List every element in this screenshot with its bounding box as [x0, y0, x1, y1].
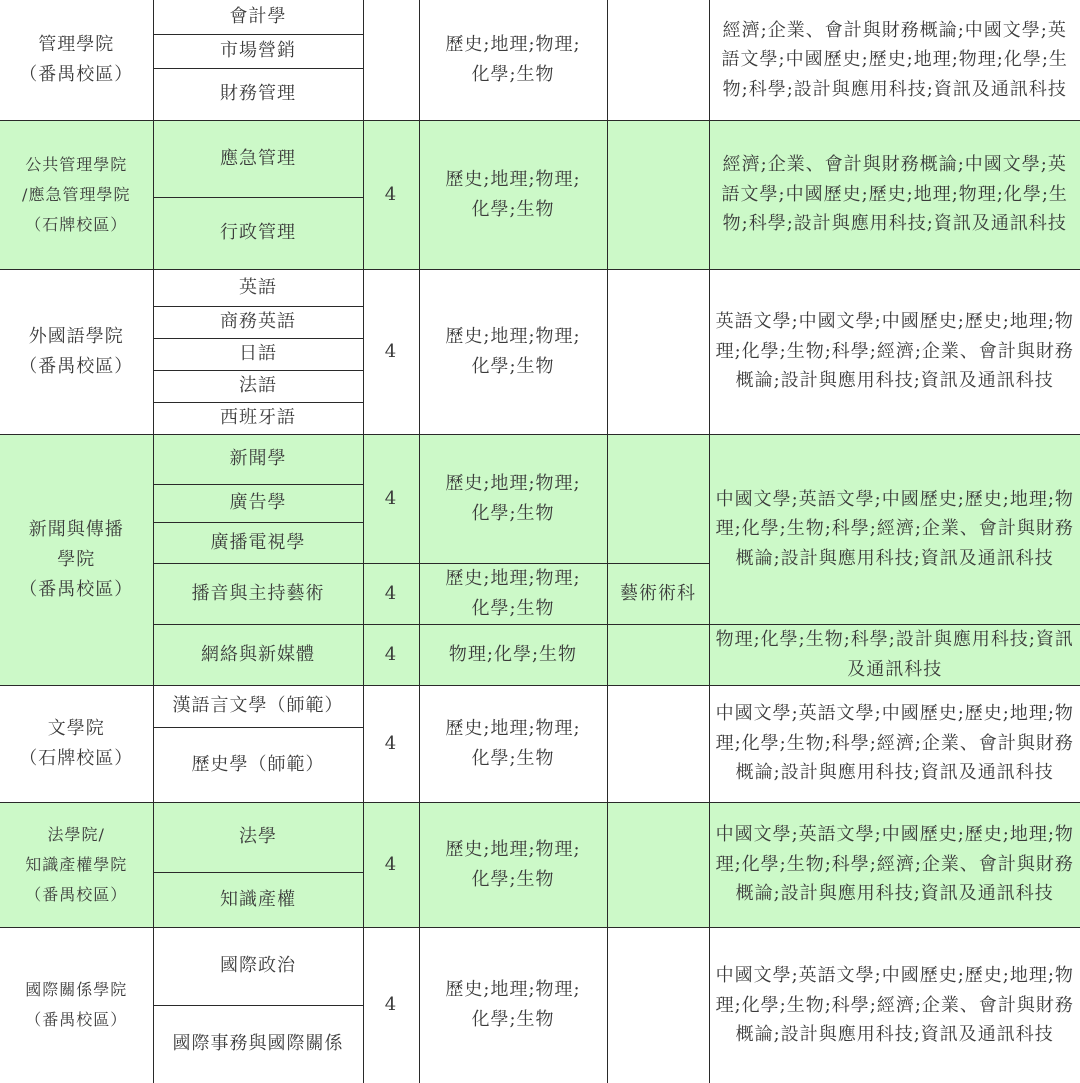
required-subjects-cell: 歷史;地理;物理; 化學;生物 — [419, 120, 607, 269]
college-cell: 國際關係學院 （番禺校區） — [0, 927, 153, 1083]
major-cell: 廣告學 — [153, 484, 363, 522]
major-cell: 漢語言文學（師範） — [153, 685, 363, 727]
college-cell: 法學院/ 知識產權學院 （番禺校區） — [0, 802, 153, 927]
major-cell: 國際政治 — [153, 927, 363, 1005]
years-cell: 4 — [363, 802, 419, 927]
table-row — [0, 802, 1080, 872]
years-cell — [363, 0, 419, 120]
table-row — [0, 624, 1080, 685]
note-cell — [607, 269, 709, 434]
years-cell: 4 — [363, 269, 419, 434]
major-cell: 商務英語 — [153, 306, 363, 338]
major-cell: 應急管理 — [153, 120, 363, 197]
major-cell: 知識產權 — [153, 872, 363, 927]
note-cell — [607, 624, 709, 685]
major-cell: 英語 — [153, 269, 363, 306]
college-cell: 新聞與傳播 學院 （番禺校區） — [0, 434, 153, 685]
years-cell: 4 — [363, 434, 419, 563]
table-row — [0, 685, 1080, 727]
college-cell: 管理學院 （番禺校區） — [0, 0, 153, 120]
table-row — [0, 434, 1080, 484]
college-cell: 外國語學院 （番禺校區） — [0, 269, 153, 434]
major-cell: 法語 — [153, 370, 363, 402]
years-cell: 4 — [363, 927, 419, 1083]
major-cell: 市場營銷 — [153, 34, 363, 68]
recognized-subjects-cell: 中國文學;英語文學;中國歷史;歷史;地理;物理;化學;生物;科學;經濟;企業、會計與財務概論;設計與應用科技;資訊及通訊科技 — [709, 802, 1080, 927]
major-cell: 法學 — [153, 802, 363, 872]
required-subjects-cell: 歷史;地理;物理; 化學;生物 — [419, 269, 607, 434]
recognized-subjects-cell: 經濟;企業、會計與財務概論;中國文學;英語文學;中國歷史;歷史;地理;物理;化學;生物;科學;設計與應用科技;資訊及通訊科技 — [709, 120, 1080, 269]
note-cell — [607, 685, 709, 802]
required-subjects-cell: 物理;化學;生物 — [419, 624, 607, 685]
major-cell: 歷史學（師範） — [153, 727, 363, 802]
recognized-subjects-cell: 中國文學;英語文學;中國歷史;歷史;地理;物理;化學;生物;科學;經濟;企業、會計與財務概論;設計與應用科技;資訊及通訊科技 — [709, 927, 1080, 1083]
required-subjects-cell: 歷史;地理;物理; 化學;生物 — [419, 0, 607, 120]
college-cell: 文學院 （石牌校區） — [0, 685, 153, 802]
table-row — [0, 0, 1080, 34]
years-cell: 4 — [363, 120, 419, 269]
recognized-subjects-cell: 物理;化學;生物;科學;設計與應用科技;資訊及通訊科技 — [709, 624, 1080, 685]
note-cell — [607, 0, 709, 120]
note-cell — [607, 434, 709, 563]
note-cell — [607, 120, 709, 269]
major-cell: 新聞學 — [153, 434, 363, 484]
note-cell — [607, 927, 709, 1083]
recognized-subjects-cell: 經濟;企業、會計與財務概論;中國文學;英語文學;中國歷史;歷史;地理;物理;化學;生物;科學;設計與應用科技;資訊及通訊科技 — [709, 0, 1080, 120]
table-row — [0, 120, 1080, 197]
major-cell: 國際事務與國際關係 — [153, 1005, 363, 1083]
major-cell: 日語 — [153, 338, 363, 370]
recognized-subjects-cell: 英語文學;中國文學;中國歷史;歷史;地理;物理;化學;生物;科學;經濟;企業、會計與財務概論;設計與應用科技;資訊及通訊科技 — [709, 269, 1080, 434]
years-cell: 4 — [363, 685, 419, 802]
major-cell: 會計學 — [153, 0, 363, 34]
note-cell — [607, 802, 709, 927]
table-row — [0, 269, 1080, 306]
required-subjects-cell: 歷史;地理;物理; 化學;生物 — [419, 802, 607, 927]
major-cell: 廣播電視學 — [153, 522, 363, 563]
major-cell: 行政管理 — [153, 197, 363, 269]
recognized-subjects-cell: 中國文學;英語文學;中國歷史;歷史;地理;物理;化學;生物;科學;經濟;企業、會計與財務概論;設計與應用科技;資訊及通訊科技 — [709, 434, 1080, 624]
major-cell: 西班牙語 — [153, 402, 363, 434]
years-cell: 4 — [363, 624, 419, 685]
table-row — [0, 927, 1080, 1005]
required-subjects-cell: 歷史;地理;物理; 化學;生物 — [419, 927, 607, 1083]
required-subjects-cell: 歷史;地理;物理; 化學;生物 — [419, 685, 607, 802]
years-cell: 4 — [363, 563, 419, 624]
note-cell: 藝術術科 — [607, 563, 709, 624]
major-cell: 播音與主持藝術 — [153, 563, 363, 624]
major-cell: 網絡與新媒體 — [153, 624, 363, 685]
required-subjects-cell: 歷史;地理;物理; 化學;生物 — [419, 434, 607, 563]
recognized-subjects-cell: 中國文學;英語文學;中國歷史;歷史;地理;物理;化學;生物;科學;經濟;企業、會計與財務概論;設計與應用科技;資訊及通訊科技 — [709, 685, 1080, 802]
major-cell: 財務管理 — [153, 68, 363, 120]
required-subjects-cell: 歷史;地理;物理; 化學;生物 — [419, 563, 607, 624]
college-cell: 公共管理學院 /應急管理學院 （石牌校區） — [0, 120, 153, 269]
